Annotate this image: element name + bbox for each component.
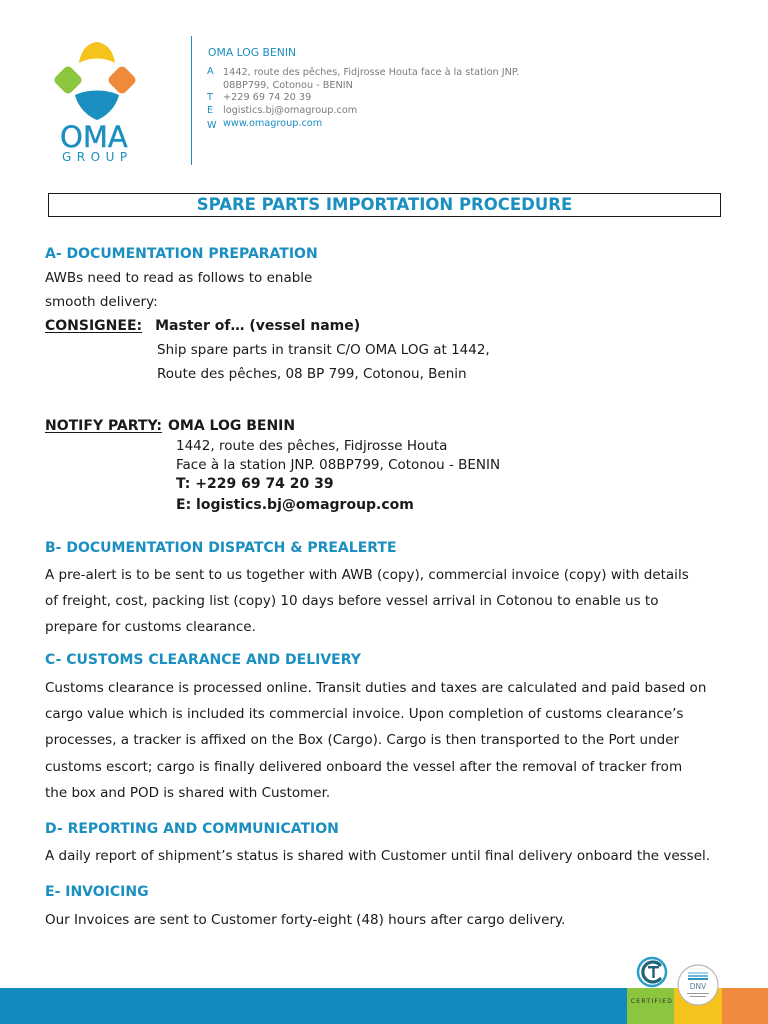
section-b-line: of freight, cost, packing list (copy) 10 days before vessel arrival in Cotonou to enable us to <box>45 593 659 609</box>
dnv-fine-print <box>690 996 706 997</box>
certified-seal-icon <box>631 958 673 1005</box>
web-key: W <box>207 120 217 131</box>
section-b-heading: B- DOCUMENTATION DISPATCH & PREALERTE <box>45 540 397 556</box>
section-b-line: prepare for customs clearance. <box>45 619 256 635</box>
header-divider <box>191 36 192 165</box>
phone-key: T <box>207 92 213 103</box>
email-value: logistics.bj@omagroup.com <box>223 105 358 116</box>
section-a-heading: A- DOCUMENTATION PREPARATION <box>45 246 318 262</box>
email-key: E <box>207 105 214 116</box>
section-a-intro-line: AWBs need to read as follows to enable <box>45 270 313 286</box>
notify-party-line: Face à la station JNP. 08BP799, Cotonou - BENIN <box>176 457 501 473</box>
section-d-heading: D- REPORTING AND COMMUNICATION <box>45 821 339 837</box>
section-b-line: A pre-alert is to be sent to us together with AWB (copy), commercial invoice (copy) with details <box>45 567 689 583</box>
dnv-label: DNV <box>689 982 707 991</box>
section-d-line: A daily report of shipment’s status is shared with Customer until final delivery onboard the vessel. <box>45 848 711 864</box>
section-c-heading: C- CUSTOMS CLEARANCE AND DELIVERY <box>45 652 361 668</box>
dnv-badge-icon <box>678 965 718 1005</box>
consignee-row <box>45 317 360 335</box>
dnv-stripe <box>688 978 708 980</box>
phone-value: +229 69 74 20 39 <box>223 92 312 103</box>
notify-party-phone: T: +229 69 74 20 39 <box>176 476 334 492</box>
dnv-stripe <box>688 972 708 974</box>
section-c-line: the box and POD is shared with Customer. <box>45 785 331 801</box>
footer-bar-orange <box>722 988 768 1024</box>
logo-yellow-petal <box>79 42 115 63</box>
document-title: SPARE PARTS IMPORTATION PROCEDURE <box>48 193 721 217</box>
section-a-intro-line: smooth delivery: <box>45 294 158 310</box>
footer-bar-blue <box>0 988 627 1024</box>
consignee-line: Route des pêches, 08 BP 799, Cotonou, Benin <box>157 366 467 382</box>
address-line-1: 1442, route des pêches, Fidjrosse Houta face à la station JNP. <box>223 67 520 78</box>
notify-party-row <box>45 417 295 435</box>
consignee-label: CONSIGNEE: <box>45 318 143 334</box>
dnv-stripe <box>688 975 708 977</box>
company-name: OMA LOG BENIN <box>208 46 297 59</box>
certified-label: CERTIFIED <box>630 998 674 1005</box>
logo-orange-petal <box>106 64 137 95</box>
oma-logo-icon <box>0 0 160 128</box>
consignee-line: Ship spare parts in transit C/O OMA LOG at 1442, <box>157 342 490 358</box>
address-line-2: 08BP799, Cotonou - BENIN <box>223 80 353 91</box>
dnv-fine-print <box>687 993 709 994</box>
section-e-heading: E- INVOICING <box>45 884 149 900</box>
notify-party-line: 1442, route des pêches, Fidjrosse Houta <box>176 438 448 454</box>
address-key: A <box>207 66 214 77</box>
website-link[interactable]: www.omagroup.com <box>223 118 323 129</box>
section-e-line: Our Invoices are sent to Customer forty-eight (48) hours after cargo delivery. <box>45 912 566 928</box>
footer-bar-green <box>627 988 674 1024</box>
footer <box>0 950 768 1024</box>
logo-wordmark: OMA <box>60 120 128 154</box>
section-c-line: customs escort; cargo is finally delivered onboard the vessel after the removal of tracker from <box>45 759 683 775</box>
section-c-line: processes, a tracker is affixed on the Box (Cargo). Cargo is then transported to the Port under <box>45 732 680 748</box>
certified-seal-t-stem <box>652 966 654 978</box>
logo-green-petal <box>52 64 83 95</box>
logo-subtitle: GROUP <box>62 150 133 164</box>
notify-party-value: OMA LOG BENIN <box>167 418 296 434</box>
consignee-value: Master of… (vessel name) <box>155 318 361 334</box>
logo-blue-petal <box>75 91 119 121</box>
section-c-line: cargo value which is included its commercial invoice. Upon completion of customs clearance’s <box>45 706 684 722</box>
notify-party-label: NOTIFY PARTY: <box>45 418 162 434</box>
section-c-line: Customs clearance is processed online. Transit duties and taxes are calculated and paid based on <box>45 680 707 696</box>
notify-party-email: E: logistics.bj@omagroup.com <box>176 497 414 513</box>
